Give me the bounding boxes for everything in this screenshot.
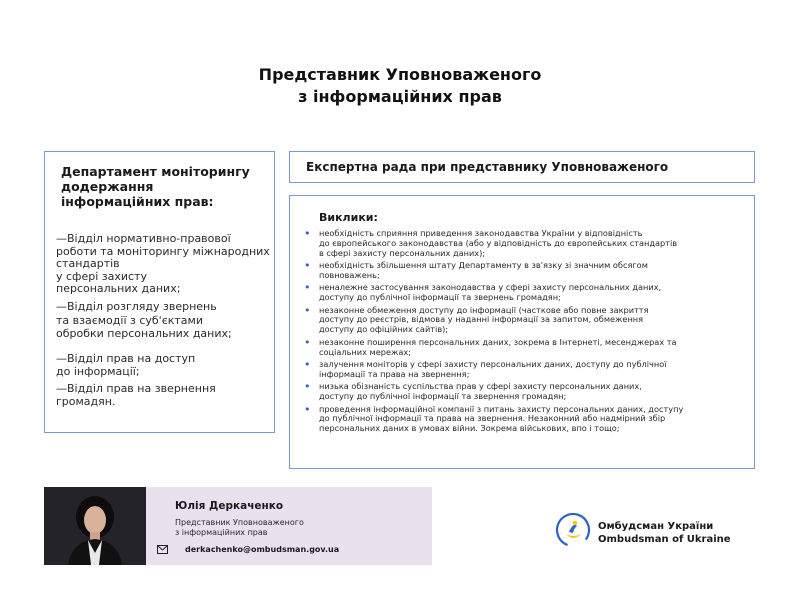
bullet-icon: • — [304, 227, 311, 240]
challenge-item: • незаконне обмеження доступу до інформації (часткове або повне закриття доступу до реєстрів, відмова у наданні інформації за запитом, обмеження доступу до офіційних сайтів); — [304, 303, 649, 335]
challenge-item: • низька обізнаність суспільства прав у сфері захисту персональних даних, доступу до публічної інформації та звернення громадян; — [304, 380, 642, 402]
challenge-item: • залучення моніторів у сфері захисту персональних даних, доступу до публічної інформації та права на звернення; — [304, 358, 667, 379]
department-item: та взаємодії з суб'єктами обробки персональних даних; — [56, 314, 232, 340]
department-item: —Відділ прав на доступ до інформації; — [56, 352, 196, 378]
bullet-icon: • — [304, 358, 311, 371]
logo-line1: Омбудсман України — [598, 521, 714, 532]
challenge-item: • неналежне застосування законодавства у сфері захисту персональних даних, доступу до публічної інформації та звернень громадян; — [304, 281, 662, 303]
bullet-icon: • — [304, 303, 311, 317]
page-title-line2: з інформаційних прав — [298, 87, 502, 106]
expert-council-box — [289, 151, 755, 183]
bullet-icon: • — [304, 281, 311, 295]
bullet-icon: • — [304, 402, 311, 416]
department-item: —Відділ прав на звернення громадян. — [56, 382, 216, 408]
department-list — [56, 233, 274, 413]
challenge-item: • проведення інформаційної компанії з питань захисту персональних даних, доступу до публічної інформації та права на звернення. Незаконний або надмірний збір персональних даних в умовах війни. Зокрема військових, впо і тощо; — [304, 402, 684, 434]
person-role: Представник Уповноваженого з інформаційних прав — [175, 518, 304, 537]
logo-line2: Ombudsman of Ukraine — [598, 534, 731, 545]
page-title — [0, 64, 800, 108]
challenges-list — [304, 229, 750, 437]
ombudsman-logo-text — [598, 520, 731, 546]
expert-council-label: Експертна рада при представнику Уповноваженого — [306, 160, 669, 174]
ombudsman-logo-icon — [555, 512, 591, 548]
department-item: —Відділ нормативно-правової роботи та моніторингу міжнародних стандартів у сфері захисту персональних даних; — [56, 232, 270, 295]
challenges-title: Виклики: — [319, 211, 378, 224]
department-item: —Відділ розгляду звернень — [56, 299, 217, 313]
bullet-icon: • — [304, 259, 311, 273]
bullet-icon: • — [304, 335, 311, 349]
department-box — [44, 151, 275, 433]
bullet-icon: • — [304, 380, 311, 394]
person-email[interactable]: derkachenko@ombudsman.gov.ua — [185, 545, 340, 554]
mail-icon — [157, 545, 168, 554]
page-title-line1: Представник Уповноваженого — [258, 65, 542, 84]
challenge-item: • необхідність збільшення штату Департаменту в зв'язку зі значним обсягом повноважень; — [304, 259, 648, 280]
challenge-item: • незаконне поширення персональних даних, зокрема в Інтернеті, месенджерах та соціальних мережах; — [304, 335, 677, 357]
avatar — [44, 487, 146, 565]
challenge-item: • необхідність сприяння приведення законодавства України у відповідність до європейського законодавства (або у відповідність до європейських стандартів в сфері захисту персональних даних); — [304, 227, 678, 258]
challenges-box — [289, 195, 755, 469]
contact-card — [44, 487, 432, 565]
person-name: Юлія Деркаченко — [175, 500, 284, 512]
department-title: Департамент моніторингу додержання інформаційних прав: — [61, 164, 250, 209]
